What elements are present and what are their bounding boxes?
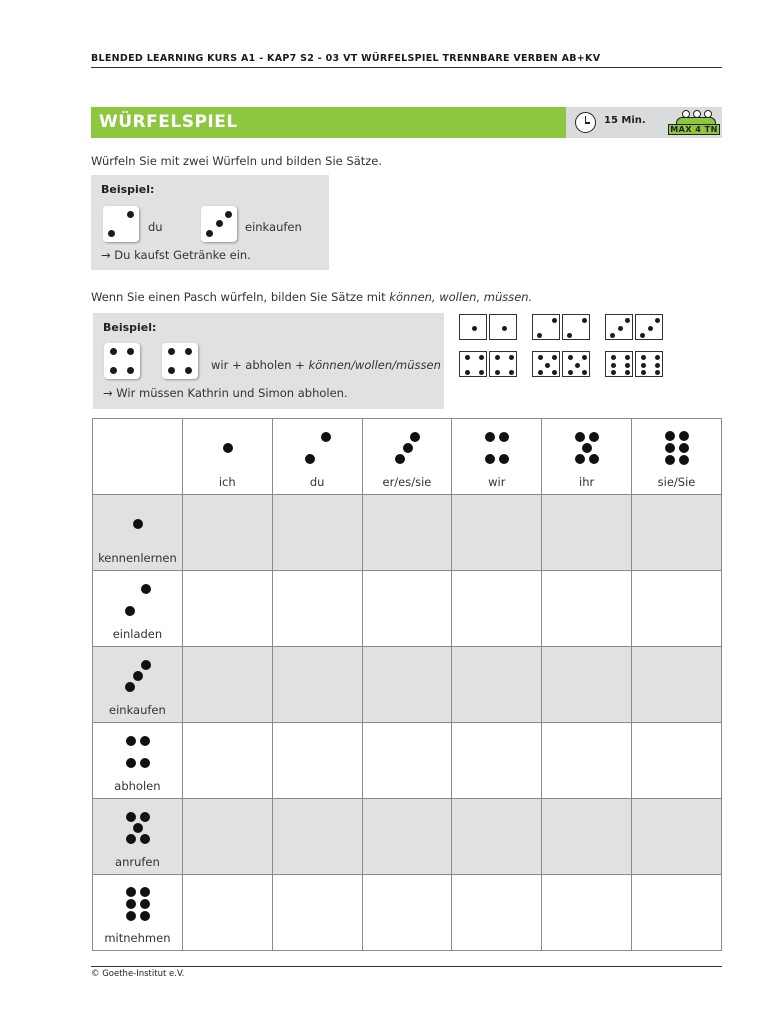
table-row: [93, 571, 722, 647]
answer-cell[interactable]: [452, 495, 542, 571]
pasch-die-two: [532, 314, 560, 340]
column-label: ihr: [579, 475, 595, 489]
example-result: → Du kaufst Getränke ein.: [101, 248, 251, 262]
title-bar: [91, 107, 722, 138]
table-row: [93, 647, 722, 723]
answer-cell[interactable]: [272, 875, 362, 951]
row-header: [93, 571, 183, 647]
pips-one-icon: [183, 428, 272, 470]
table-row: [93, 495, 722, 571]
answer-cell[interactable]: [362, 571, 452, 647]
answer-cell[interactable]: [542, 647, 632, 723]
pasch-die-one: [459, 314, 487, 340]
column-label: sie/Sie: [657, 475, 696, 489]
footer-copyright: © Goethe-Institut e.V.: [91, 969, 185, 979]
row-label: abholen: [114, 779, 161, 793]
time-label: 15 Min.: [604, 115, 646, 126]
pasch-die-five: [532, 351, 560, 377]
answer-cell[interactable]: [182, 799, 272, 875]
example-box-1: [91, 175, 329, 270]
header-divider: [91, 67, 722, 68]
answer-cell[interactable]: [362, 647, 452, 723]
answer-cell[interactable]: [632, 571, 722, 647]
column-header: [452, 419, 542, 495]
answer-cell[interactable]: [182, 495, 272, 571]
die-two: [103, 206, 139, 242]
pips-four-icon: [452, 428, 541, 470]
footer-divider: [91, 966, 722, 967]
document-header: BLENDED LEARNING KURS A1 - KAP7 S2 - 03 VT WÜRFELSPIEL TRENNBARE VERBEN AB+KV: [91, 53, 601, 64]
answer-cell[interactable]: [362, 495, 452, 571]
row-header: [93, 799, 183, 875]
column-label: er/es/sie: [382, 475, 432, 489]
row-header: [93, 875, 183, 951]
answer-cell[interactable]: [272, 571, 362, 647]
column-header: [182, 419, 272, 495]
column-label: wir: [488, 475, 506, 489]
group-size-label: MAX 4 TN: [668, 124, 720, 135]
answer-cell[interactable]: [632, 799, 722, 875]
pasch-die-four: [459, 351, 487, 377]
answer-cell[interactable]: [632, 647, 722, 723]
pips-two-icon: [273, 428, 362, 470]
instruction-1: Würfeln Sie mit zwei Würfeln und bilden Sie Sätze.: [91, 154, 383, 168]
answer-cell[interactable]: [542, 799, 632, 875]
answer-cell[interactable]: [452, 875, 542, 951]
pasch-die-three: [605, 314, 633, 340]
pips-three-icon: [363, 428, 452, 470]
answer-cell[interactable]: [362, 799, 452, 875]
answer-cell[interactable]: [272, 799, 362, 875]
answer-cell[interactable]: [272, 723, 362, 799]
pasch-die-five: [562, 351, 590, 377]
column-label: du: [309, 475, 325, 489]
dice-table: [92, 418, 722, 951]
pasch-die-four: [489, 351, 517, 377]
pasch-die-six: [605, 351, 633, 377]
answer-cell[interactable]: [632, 875, 722, 951]
answer-cell[interactable]: [452, 647, 542, 723]
column-header: [632, 419, 722, 495]
pips-three-icon: [93, 656, 182, 698]
answer-cell[interactable]: [542, 875, 632, 951]
row-label: kennenlernen: [98, 551, 177, 565]
info-box: [566, 107, 722, 138]
example-box-2: [93, 313, 444, 409]
answer-cell[interactable]: [452, 799, 542, 875]
page-title: WÜRFELSPIEL: [91, 107, 566, 138]
row-label: einkaufen: [109, 703, 166, 717]
pips-six-icon: [93, 884, 182, 926]
column-label: ich: [218, 475, 236, 489]
group-icon: [668, 110, 720, 136]
row-label: anrufen: [115, 855, 160, 869]
answer-cell[interactable]: [542, 571, 632, 647]
example-word-a: du: [148, 220, 163, 234]
row-header: [93, 723, 183, 799]
answer-cell[interactable]: [632, 723, 722, 799]
row-label: mitnehmen: [104, 931, 171, 945]
corner-cell: [93, 419, 183, 495]
table-row: [93, 799, 722, 875]
answer-cell[interactable]: [542, 723, 632, 799]
answer-cell[interactable]: [542, 495, 632, 571]
answer-cell[interactable]: [272, 647, 362, 723]
answer-cell[interactable]: [362, 723, 452, 799]
row-header: [93, 647, 183, 723]
example-word-b: einkaufen: [245, 220, 302, 234]
table-header-row: [93, 419, 722, 495]
pips-one-icon: [93, 504, 182, 546]
table-row: [93, 723, 722, 799]
pips-two-icon: [93, 580, 182, 622]
pasch-die-three: [635, 314, 663, 340]
column-header: [542, 419, 632, 495]
modal-verbs: können, wollen, müssen.: [389, 290, 533, 304]
answer-cell[interactable]: [272, 495, 362, 571]
die-three: [201, 206, 237, 242]
answer-cell[interactable]: [632, 495, 722, 571]
row-header: [93, 495, 183, 571]
answer-cell[interactable]: [452, 723, 542, 799]
column-header: [272, 419, 362, 495]
die-four: [104, 343, 140, 379]
answer-cell[interactable]: [182, 571, 272, 647]
pips-five-icon: [542, 428, 631, 470]
pips-four-icon: [93, 732, 182, 774]
clock-icon: [575, 112, 596, 133]
die-four: [162, 343, 198, 379]
pips-six-icon: [632, 428, 721, 470]
row-label: einladen: [112, 627, 163, 641]
answer-cell[interactable]: [182, 875, 272, 951]
instruction-2: Wenn Sie einen Pasch würfeln, bilden Sie Sätze mit können, wollen, müssen.: [91, 290, 533, 304]
table-row: [93, 875, 722, 951]
pips-five-icon: [93, 808, 182, 850]
answer-cell[interactable]: [182, 723, 272, 799]
column-header: [362, 419, 452, 495]
pasch-die-six: [635, 351, 663, 377]
pasch-die-two: [562, 314, 590, 340]
answer-cell[interactable]: [362, 875, 452, 951]
example-formula: wir + abholen + können/wollen/müssen: [211, 358, 441, 372]
answer-cell[interactable]: [452, 571, 542, 647]
example-title: Beispiel:: [103, 321, 157, 334]
answer-cell[interactable]: [182, 647, 272, 723]
example-title: Beispiel:: [101, 183, 155, 196]
pasch-die-one: [489, 314, 517, 340]
example-result: → Wir müssen Kathrin und Simon abholen.: [103, 386, 348, 400]
